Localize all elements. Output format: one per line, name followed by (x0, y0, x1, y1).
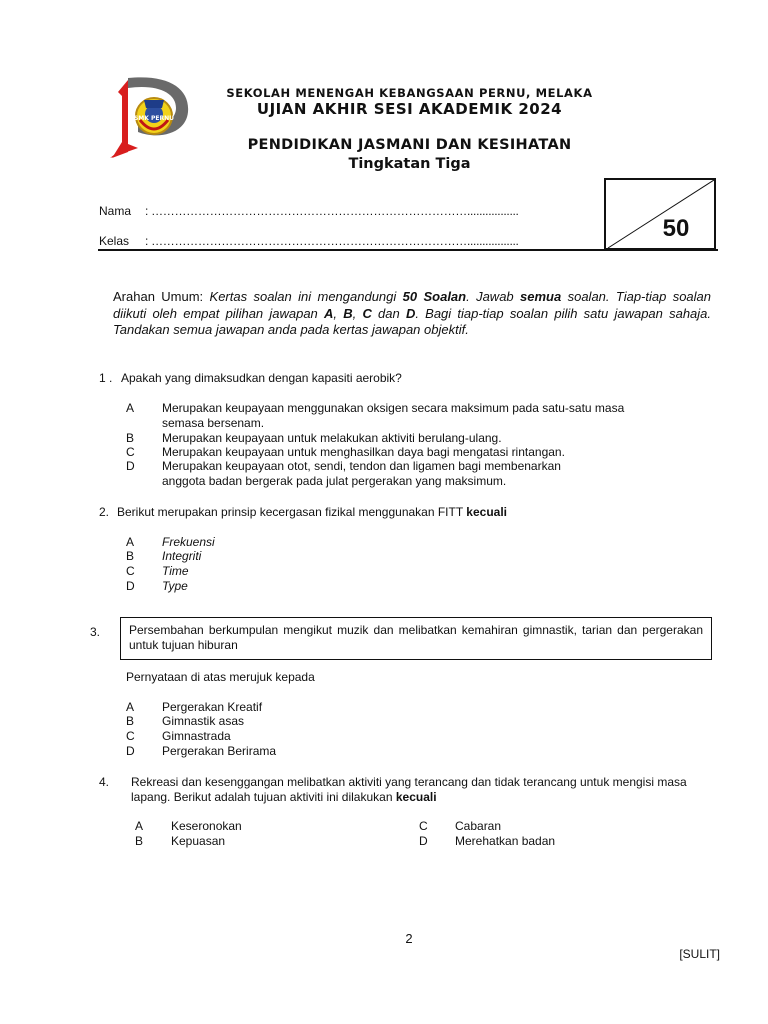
general-instructions: Arahan Umum: Kertas soalan ini mengandungi 50 Soalan. Jawab semua soalan. Tiap-tiap soalan diikuti oleh empat pilihan jawapan A, B, C dan D. Bagi tiap-tiap soalan pilih satu jawapan sahaja. Tandakan semua jawapan anda pada kertas jawapan objektif. (113, 289, 712, 337)
q1-option-a[interactable] (126, 401, 696, 431)
option-text: Type (162, 579, 188, 593)
classification-label: [SULIT] (679, 947, 720, 961)
question-2-text: Berikut merupakan prinsip kecergasan fizikal menggunakan FITT kecuali (117, 505, 507, 519)
option-text: Merupakan keupayaan menggunakan oksigen secara maksimum pada satu-satu masa semasa bersenam. (162, 401, 625, 430)
school-logo (98, 74, 194, 160)
q1-option-c[interactable] (126, 445, 696, 460)
emphasis-kecuali: kecuali (466, 505, 507, 519)
name-line[interactable]: : ………………………………………………………………………................. (145, 204, 519, 218)
option-letter: B (126, 714, 135, 728)
option-letter: B (135, 834, 144, 848)
school-name: SEKOLAH MENENGAH KEBANGSAAN PERNU, MELAKA (226, 86, 593, 100)
option-text: Kepuasan (171, 834, 226, 848)
q4-option-a[interactable] (135, 819, 385, 834)
option-text: Merupakan keupayaan otot, sendi, tendon dan ligamen bagi membenarkan anggota badan bergerak pada julat pergerakan yang maksimum. (162, 459, 561, 488)
option-text: Frekuensi (162, 535, 215, 549)
option-text: Pergerakan Kreatif (162, 700, 263, 714)
exam-title: UJIAN AKHIR SESI AKADEMIK 2024 (256, 100, 563, 118)
question-2-number: 2. (99, 505, 110, 519)
subject-title: PENDIDIKAN JASMANI DAN KESIHATAN (247, 137, 572, 153)
q3-option-b[interactable] (126, 714, 426, 729)
option-letter: C (126, 729, 135, 743)
option-letter: C (126, 564, 135, 578)
question-4-number: 4. (99, 775, 110, 789)
option-letter: A (126, 535, 135, 549)
option-text: Integriti (162, 549, 202, 563)
option-letter: A (126, 700, 135, 714)
question-3-number: 3. (90, 625, 101, 639)
option-letter: B (126, 431, 135, 445)
option-letter: C (126, 445, 135, 459)
q4-option-d[interactable] (419, 834, 669, 849)
q4-option-c[interactable] (419, 819, 669, 834)
name-label: Nama (99, 204, 132, 218)
q2-option-a[interactable] (126, 535, 426, 550)
q2-option-c[interactable] (126, 564, 426, 579)
q3-option-c[interactable] (126, 729, 426, 744)
option-text: Merehatkan badan (455, 834, 556, 848)
option-letter: D (126, 579, 135, 593)
option-letter: A (126, 401, 135, 415)
question-4-text: Rekreasi dan kesenggangan melibatkan aktiviti yang terancang dan tidak terancang untuk mengisi masa lapang. Berikut adalah tujuan aktiviti ini dilakukan kecuali (131, 775, 687, 804)
emphasis-kecuali: kecuali (395, 790, 437, 804)
option-letter: A (135, 819, 144, 833)
page-number: 2 (405, 931, 413, 946)
q2-option-d[interactable] (126, 579, 426, 594)
option-text: Pergerakan Berirama (162, 744, 277, 758)
class-line[interactable]: : ………………………………………………………………………................. (145, 234, 519, 248)
q1-option-d[interactable] (126, 459, 696, 489)
option-text: Merupakan keupayaan untuk menghasilkan daya bagi mengatasi rintangan. (162, 445, 565, 459)
q4-option-b[interactable] (135, 834, 385, 849)
option-text: Gimnastrada (162, 729, 231, 743)
option-text: Time (162, 564, 189, 578)
option-letter: D (419, 834, 428, 848)
option-letter: B (126, 549, 135, 563)
logo-text: SMK PERNU (133, 115, 175, 122)
option-letter: D (126, 459, 135, 473)
option-letter: D (126, 744, 135, 758)
option-text: Merupakan keupayaan untuk melakukan aktiviti berulang-ulang. (162, 431, 502, 445)
total-marks: 50 (662, 215, 690, 242)
q3-option-d[interactable] (126, 744, 426, 759)
option-text: Keseronokan (171, 819, 242, 833)
class-label: Kelas (99, 234, 130, 248)
form-level: Tingkatan Tiga (348, 156, 471, 172)
question-1-text: Apakah yang dimaksudkan dengan kapasiti aerobik? (121, 371, 402, 385)
q3-option-a[interactable] (126, 700, 426, 715)
option-letter: C (419, 819, 428, 833)
q1-option-b[interactable] (126, 431, 696, 446)
instructions-prefix: Arahan Umum: (113, 289, 210, 304)
name-field (99, 204, 559, 220)
option-text: Cabaran (455, 819, 502, 833)
question-3-statement-box: Persembahan berkumpulan mengikut muzik dan melibatkan kemahiran gimnastik, tarian dan pergerakan untuk tujuan hiburan (120, 617, 712, 660)
question-3-text: Pernyataan di atas merujuk kepada (126, 670, 315, 684)
question-1-number: 1 . (99, 371, 113, 385)
q2-option-b[interactable] (126, 549, 426, 564)
option-text: Gimnastik asas (162, 714, 245, 728)
class-field (99, 234, 559, 250)
